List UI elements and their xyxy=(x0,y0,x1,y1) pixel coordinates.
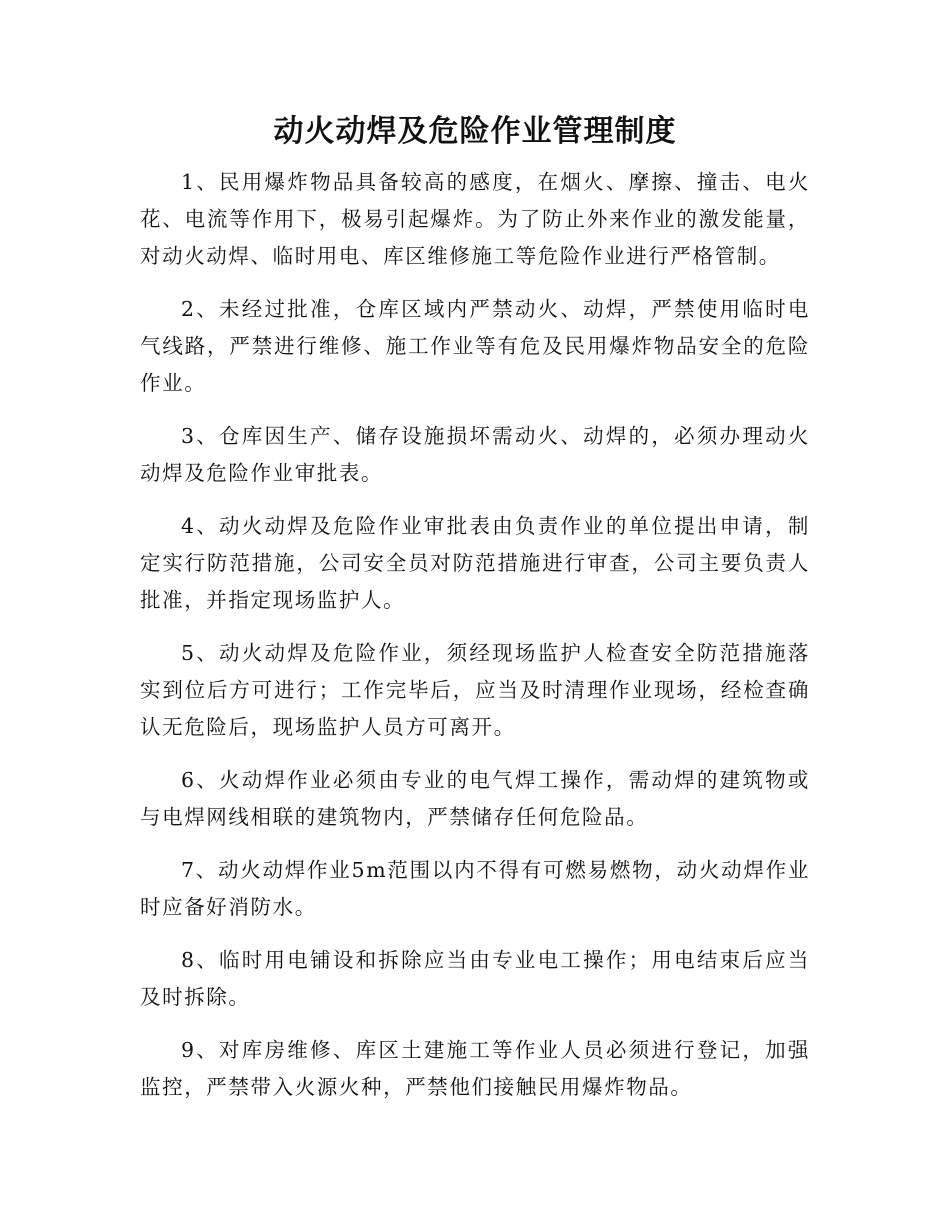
paragraph-7: 7、动火动焊作业5m范围以内不得有可燃易燃物，动火动焊作业时应备好消防水。 xyxy=(140,858,810,919)
paragraph-4: 4、动火动焊及危险作业审批表由负责作业的单位提出申请，制定实行防范措施，公司安全员对防范措施进行审查，公司主要负责人批准，并指定现场监护人。 xyxy=(140,514,810,612)
paragraph-2: 2、未经过批准，仓库区域内严禁动火、动焊，严禁使用临时电气线路，严禁进行维修、施工作业等有危及民用爆炸物品安全的危险作业。 xyxy=(140,297,810,395)
paragraph-5: 5、动火动焊及危险作业，须经现场监护人检查安全防范措施落实到位后方可进行；工作完毕后，应当及时清理作业现场，经检查确认无危险后，现场监护人员方可离开。 xyxy=(140,641,810,739)
document-body xyxy=(140,164,810,1122)
paragraph-9: 9、对库房维修、库区土建施工等作业人员必须进行登记，加强监控，严禁带入火源火种，严禁他们接触民用爆炸物品。 xyxy=(140,1038,810,1099)
document-title: 动火动焊及危险作业管理制度 xyxy=(273,114,677,149)
paragraph-3: 3、仓库因生产、储存设施损坏需动火、动焊的，必须办理动火动焊及危险作业审批表。 xyxy=(140,424,810,485)
paragraph-8: 8、临时用电铺设和拆除应当由专业电工操作；用电结束后应当及时拆除。 xyxy=(140,948,810,1009)
paragraph-6: 6、火动焊作业必须由专业的电气焊工操作，需动焊的建筑物或与电焊网线相联的建筑物内，严禁储存任何危险品。 xyxy=(140,768,810,829)
paragraph-1: 1、民用爆炸物品具备较高的感度，在烟火、摩擦、撞击、电火花、电流等作用下，极易引起爆炸。为了防止外来作业的激发能量，对动火动焊、临时用电、库区维修施工等危险作业进行严格管制。 xyxy=(140,170,810,268)
